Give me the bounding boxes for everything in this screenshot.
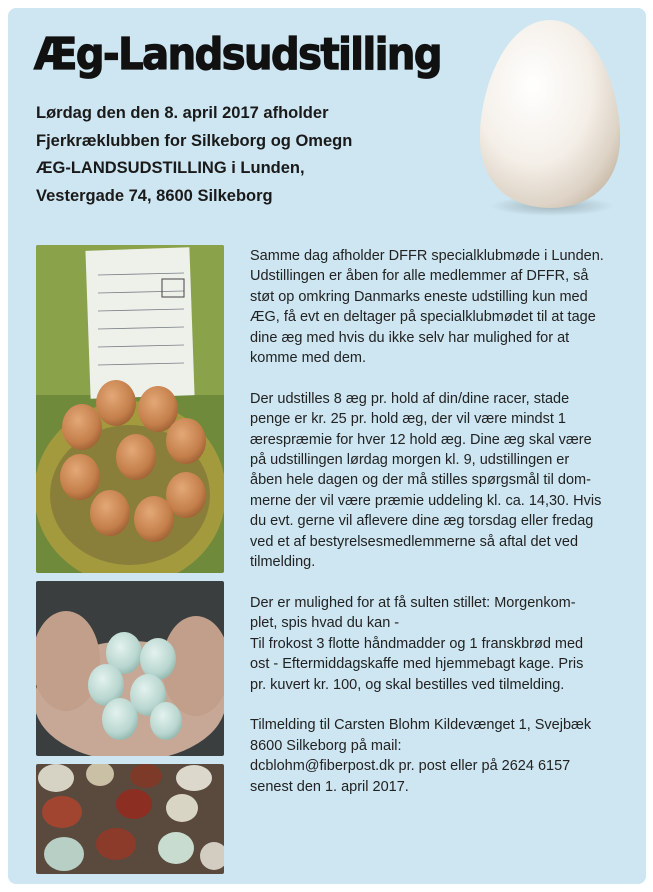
text-line: tilmelding. — [250, 554, 316, 571]
text-line: Udstillingen er åben for alle medlemmer af DFFR, så — [250, 268, 589, 285]
text-line: dine æg med hvis du ikke selv har mulighed for at — [250, 329, 570, 346]
paragraph-tilmelding — [250, 715, 615, 797]
text-line: Tilmelding til Carsten Blohm Kildevænget 1, Svejbæk — [250, 717, 592, 734]
text-line: du evt. gerne vil aflevere dine æg torsdag eller fredag — [250, 513, 594, 530]
body-text — [250, 246, 615, 817]
text-line: senest den 1. april 2017. — [250, 778, 409, 795]
intro-line: ÆG-LANDSUDSTILLING i Lunden, — [36, 159, 305, 177]
text-line: støt op omkring Danmarks eneste udstilling kun med — [250, 288, 588, 305]
text-line: 8600 Silkeborg på mail: — [250, 737, 402, 754]
text-line: merne der vil være præmie uddeling kl. ca. 14,30. Hvis — [250, 492, 602, 509]
text-line: plet, spis hvad du kan - — [250, 615, 400, 632]
paragraph-specialklubmoede — [250, 246, 615, 368]
text-line: Der er mulighed for at få sulten stillet: Morgenkom- — [250, 594, 576, 611]
photo-blue-eggs-in-hands — [36, 581, 224, 756]
intro-line: Vestergade 74, 8600 Silkeborg — [36, 186, 273, 205]
text-line: ÆG, få evt en deltager på specialklubmødet til at tage — [250, 309, 596, 326]
text-line: penge er kr. 25 pr. hold æg, der vil være mindst 1 — [250, 411, 566, 428]
text-line: Samme dag afholder DFFR specialklubmøde i Lunden. — [250, 248, 604, 264]
photo-brown-eggs-on-moss — [36, 245, 224, 573]
paragraph-forplejning — [250, 593, 615, 695]
text-line: Der udstilles 8 æg pr. hold af din/dine racer, stade — [250, 390, 570, 407]
text-line: åben hele dagen og der må stilles spørgsmål til dom- — [250, 472, 591, 489]
text-line: på udstillingen lørdag morgen kl. 9, udstillingen er — [250, 452, 570, 469]
white-egg-illustration — [470, 14, 630, 219]
paragraph-udstilling-regler — [250, 389, 615, 573]
intro-block — [36, 100, 456, 210]
intro-line: Lørdag den den 8. april 2017 afholder — [36, 104, 329, 122]
contact-email-line: dcblohm@fiberpost.dk pr. post eller på 2624 6157 — [250, 758, 571, 775]
intro-line: Fjerkræklubben for Silkeborg og Omegn — [36, 131, 353, 150]
photo-mixed-eggs — [36, 764, 224, 874]
text-line: komme med dem. — [250, 350, 367, 367]
text-line: ærespræmie for hver 12 hold æg. Dine æg skal være — [250, 431, 592, 448]
text-line: ved et af bestyrelsesmedlemmerne så aftal det ved — [250, 533, 579, 550]
text-line: ost - Eftermiddagskaffe med hjemmebagt kage. Pris — [250, 656, 584, 673]
text-line: pr. kuvert kr. 100, og skal bestilles ved tilmelding. — [250, 676, 565, 693]
page-title: Æg-Landsudstilling — [34, 30, 442, 80]
text-line: Til frokost 3 flotte håndmadder og 1 franskbrød med — [250, 635, 584, 652]
